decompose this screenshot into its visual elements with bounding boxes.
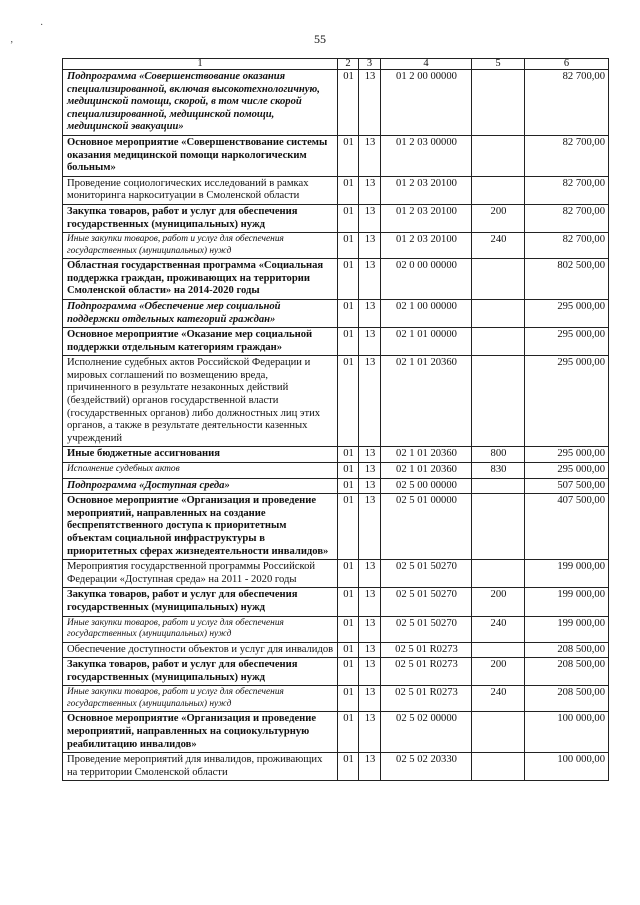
target-article-cell: 01 2 00 00000 bbox=[381, 70, 472, 136]
table-row bbox=[63, 463, 609, 479]
amount-cell: 199 000,00 bbox=[525, 616, 609, 642]
expense-type-cell bbox=[472, 356, 525, 447]
row-name-cell: Иные закупки товаров, работ и услуг для обеспечения государственных (муниципальных) нужд bbox=[63, 616, 338, 642]
section-code-cell: 01 bbox=[338, 233, 359, 259]
amount-cell: 82 700,00 bbox=[525, 135, 609, 176]
column-header: 1 bbox=[63, 59, 338, 70]
target-article-cell: 02 0 00 00000 bbox=[381, 259, 472, 300]
budget-table bbox=[62, 58, 609, 781]
section-code-cell: 01 bbox=[338, 712, 359, 753]
section-code-cell: 01 bbox=[338, 259, 359, 300]
subsection-code-cell: 13 bbox=[359, 642, 381, 658]
row-name-cell: Подпрограмма «Совершенствование оказания специализированной, включая высокотехнологичную, медицинской помощи, скорой, в том числе скорой специализированной, медицинской помощи, медицинской эвакуации» bbox=[63, 70, 338, 136]
row-name-cell: Основное мероприятие «Совершенствование системы оказания медицинской помощи наркологическим больным» bbox=[63, 135, 338, 176]
table-row bbox=[63, 560, 609, 588]
expense-type-cell bbox=[472, 753, 525, 781]
target-article-cell: 02 1 00 00000 bbox=[381, 299, 472, 327]
subsection-code-cell: 13 bbox=[359, 135, 381, 176]
table-row bbox=[63, 70, 609, 136]
amount-cell: 802 500,00 bbox=[525, 259, 609, 300]
column-header: 6 bbox=[525, 59, 609, 70]
table-row bbox=[63, 658, 609, 686]
section-code-cell: 01 bbox=[338, 328, 359, 356]
expense-type-cell bbox=[472, 135, 525, 176]
amount-cell: 82 700,00 bbox=[525, 176, 609, 204]
amount-cell: 208 500,00 bbox=[525, 642, 609, 658]
target-article-cell: 02 5 01 50270 bbox=[381, 616, 472, 642]
target-article-cell: 02 5 02 20330 bbox=[381, 753, 472, 781]
table-row bbox=[63, 204, 609, 232]
row-name-cell: Закупка товаров, работ и услуг для обеспечения государственных (муниципальных) нужд bbox=[63, 658, 338, 686]
section-code-cell: 01 bbox=[338, 753, 359, 781]
row-name-cell: Иные закупки товаров, работ и услуг для обеспечения государственных (муниципальных) нужд bbox=[63, 686, 338, 712]
target-article-cell: 02 5 01 50270 bbox=[381, 560, 472, 588]
section-code-cell: 01 bbox=[338, 135, 359, 176]
subsection-code-cell: 13 bbox=[359, 478, 381, 494]
amount-cell: 100 000,00 bbox=[525, 712, 609, 753]
table-row bbox=[63, 494, 609, 560]
expense-type-cell bbox=[472, 560, 525, 588]
target-article-cell: 01 2 03 20100 bbox=[381, 176, 472, 204]
target-article-cell: 02 1 01 20360 bbox=[381, 356, 472, 447]
row-name-cell: Проведение мероприятий для инвалидов, проживающих на территории Смоленской области bbox=[63, 753, 338, 781]
subsection-code-cell: 13 bbox=[359, 616, 381, 642]
expense-type-cell bbox=[472, 712, 525, 753]
row-name-cell: Мероприятия государственной программы Российской Федерации «Доступная среда» на 2011 - 2020 годы bbox=[63, 560, 338, 588]
expense-type-cell: 240 bbox=[472, 686, 525, 712]
amount-cell: 295 000,00 bbox=[525, 463, 609, 479]
scan-artifact: ʼ bbox=[10, 40, 14, 51]
table-row bbox=[63, 233, 609, 259]
row-name-cell: Подпрограмма «Обеспечение мер социальной поддержки отдельных категорий граждан» bbox=[63, 299, 338, 327]
row-name-cell: Основное мероприятие «Организация и проведение мероприятий, направленных на социокультурную реабилитацию инвалидов» bbox=[63, 712, 338, 753]
page-number: 55 bbox=[314, 32, 326, 46]
section-code-cell: 01 bbox=[338, 447, 359, 463]
target-article-cell: 01 2 03 00000 bbox=[381, 135, 472, 176]
section-code-cell: 01 bbox=[338, 176, 359, 204]
table-row bbox=[63, 478, 609, 494]
column-header: 3 bbox=[359, 59, 381, 70]
target-article-cell: 01 2 03 20100 bbox=[381, 204, 472, 232]
table-row bbox=[63, 328, 609, 356]
budget-table-body bbox=[63, 59, 609, 781]
expense-type-cell: 240 bbox=[472, 233, 525, 259]
table-header-row bbox=[63, 59, 609, 70]
amount-cell: 507 500,00 bbox=[525, 478, 609, 494]
row-name-cell: Закупка товаров, работ и услуг для обеспечения государственных (муниципальных) нужд bbox=[63, 588, 338, 616]
section-code-cell: 01 bbox=[338, 463, 359, 479]
expense-type-cell bbox=[472, 478, 525, 494]
amount-cell: 82 700,00 bbox=[525, 233, 609, 259]
table-row bbox=[63, 135, 609, 176]
section-code-cell: 01 bbox=[338, 494, 359, 560]
subsection-code-cell: 13 bbox=[359, 712, 381, 753]
amount-cell: 295 000,00 bbox=[525, 328, 609, 356]
expense-type-cell bbox=[472, 70, 525, 136]
target-article-cell: 02 5 00 00000 bbox=[381, 478, 472, 494]
amount-cell: 295 000,00 bbox=[525, 447, 609, 463]
section-code-cell: 01 bbox=[338, 616, 359, 642]
section-code-cell: 01 bbox=[338, 560, 359, 588]
expense-type-cell bbox=[472, 259, 525, 300]
amount-cell: 199 000,00 bbox=[525, 588, 609, 616]
amount-cell: 295 000,00 bbox=[525, 356, 609, 447]
target-article-cell: 02 5 01 R0273 bbox=[381, 686, 472, 712]
target-article-cell: 02 1 01 20360 bbox=[381, 463, 472, 479]
table-row bbox=[63, 259, 609, 300]
section-code-cell: 01 bbox=[338, 299, 359, 327]
subsection-code-cell: 13 bbox=[359, 753, 381, 781]
section-code-cell: 01 bbox=[338, 686, 359, 712]
section-code-cell: 01 bbox=[338, 588, 359, 616]
target-article-cell: 02 5 01 R0273 bbox=[381, 642, 472, 658]
subsection-code-cell: 13 bbox=[359, 658, 381, 686]
row-name-cell: Областная государственная программа «Социальная поддержка граждан, проживающих на территории Смоленской области» на 2014-2020 годы bbox=[63, 259, 338, 300]
row-name-cell: Иные бюджетные ассигнования bbox=[63, 447, 338, 463]
subsection-code-cell: 13 bbox=[359, 463, 381, 479]
table-row bbox=[63, 588, 609, 616]
expense-type-cell bbox=[472, 494, 525, 560]
column-header: 5 bbox=[472, 59, 525, 70]
expense-type-cell: 800 bbox=[472, 447, 525, 463]
amount-cell: 407 500,00 bbox=[525, 494, 609, 560]
row-name-cell: Обеспечение доступности объектов и услуг для инвалидов bbox=[63, 642, 338, 658]
subsection-code-cell: 13 bbox=[359, 588, 381, 616]
table-row bbox=[63, 356, 609, 447]
subsection-code-cell: 13 bbox=[359, 328, 381, 356]
row-name-cell: Подпрограмма «Доступная среда» bbox=[63, 478, 338, 494]
target-article-cell: 02 5 01 00000 bbox=[381, 494, 472, 560]
expense-type-cell: 200 bbox=[472, 588, 525, 616]
table-row bbox=[63, 447, 609, 463]
subsection-code-cell: 13 bbox=[359, 259, 381, 300]
expense-type-cell bbox=[472, 299, 525, 327]
expense-type-cell bbox=[472, 642, 525, 658]
subsection-code-cell: 13 bbox=[359, 447, 381, 463]
row-name-cell: Исполнение судебных актов Российской Федерации и мировых соглашений по возмещению вреда, причиненного в результате незаконных действий (бездействий) органов государственной власти (государственных органов) либо должностных лиц этих органов, а также в результате деятельности казенных учреждений bbox=[63, 356, 338, 447]
subsection-code-cell: 13 bbox=[359, 176, 381, 204]
amount-cell: 295 000,00 bbox=[525, 299, 609, 327]
table-row bbox=[63, 753, 609, 781]
scan-artifact: · bbox=[40, 20, 44, 31]
column-header: 4 bbox=[381, 59, 472, 70]
expense-type-cell: 830 bbox=[472, 463, 525, 479]
table-row bbox=[63, 299, 609, 327]
subsection-code-cell: 13 bbox=[359, 233, 381, 259]
target-article-cell: 02 1 01 00000 bbox=[381, 328, 472, 356]
subsection-code-cell: 13 bbox=[359, 494, 381, 560]
subsection-code-cell: 13 bbox=[359, 356, 381, 447]
expense-type-cell: 200 bbox=[472, 204, 525, 232]
expense-type-cell: 200 bbox=[472, 658, 525, 686]
target-article-cell: 02 1 01 20360 bbox=[381, 447, 472, 463]
row-name-cell: Иные закупки товаров, работ и услуг для обеспечения государственных (муниципальных) нужд bbox=[63, 233, 338, 259]
amount-cell: 100 000,00 bbox=[525, 753, 609, 781]
subsection-code-cell: 13 bbox=[359, 560, 381, 588]
section-code-cell: 01 bbox=[338, 204, 359, 232]
subsection-code-cell: 13 bbox=[359, 204, 381, 232]
table-row bbox=[63, 176, 609, 204]
expense-type-cell bbox=[472, 328, 525, 356]
row-name-cell: Исполнение судебных актов bbox=[63, 463, 338, 479]
section-code-cell: 01 bbox=[338, 478, 359, 494]
row-name-cell: Основное мероприятие «Организация и проведение мероприятий, направленных на создание беспрепятственного доступа к приоритетным объектам социальной инфраструктуры в приоритетных сферах жизнедеятельности инвалидов» bbox=[63, 494, 338, 560]
expense-type-cell bbox=[472, 176, 525, 204]
amount-cell: 208 500,00 bbox=[525, 658, 609, 686]
amount-cell: 82 700,00 bbox=[525, 70, 609, 136]
subsection-code-cell: 13 bbox=[359, 70, 381, 136]
target-article-cell: 02 5 01 50270 bbox=[381, 588, 472, 616]
subsection-code-cell: 13 bbox=[359, 299, 381, 327]
section-code-cell: 01 bbox=[338, 642, 359, 658]
table-row bbox=[63, 642, 609, 658]
section-code-cell: 01 bbox=[338, 356, 359, 447]
target-article-cell: 02 5 02 00000 bbox=[381, 712, 472, 753]
section-code-cell: 01 bbox=[338, 658, 359, 686]
table-row bbox=[63, 616, 609, 642]
table-row bbox=[63, 712, 609, 753]
column-header: 2 bbox=[338, 59, 359, 70]
row-name-cell: Основное мероприятие «Оказание мер социальной поддержки отдельным категориям граждан» bbox=[63, 328, 338, 356]
section-code-cell: 01 bbox=[338, 70, 359, 136]
row-name-cell: Закупка товаров, работ и услуг для обеспечения государственных (муниципальных) нужд bbox=[63, 204, 338, 232]
amount-cell: 199 000,00 bbox=[525, 560, 609, 588]
expense-type-cell: 240 bbox=[472, 616, 525, 642]
subsection-code-cell: 13 bbox=[359, 686, 381, 712]
amount-cell: 208 500,00 bbox=[525, 686, 609, 712]
target-article-cell: 01 2 03 20100 bbox=[381, 233, 472, 259]
table-row bbox=[63, 686, 609, 712]
amount-cell: 82 700,00 bbox=[525, 204, 609, 232]
target-article-cell: 02 5 01 R0273 bbox=[381, 658, 472, 686]
row-name-cell: Проведение социологических исследований в рамках мониторинга наркоситуации в Смоленской области bbox=[63, 176, 338, 204]
